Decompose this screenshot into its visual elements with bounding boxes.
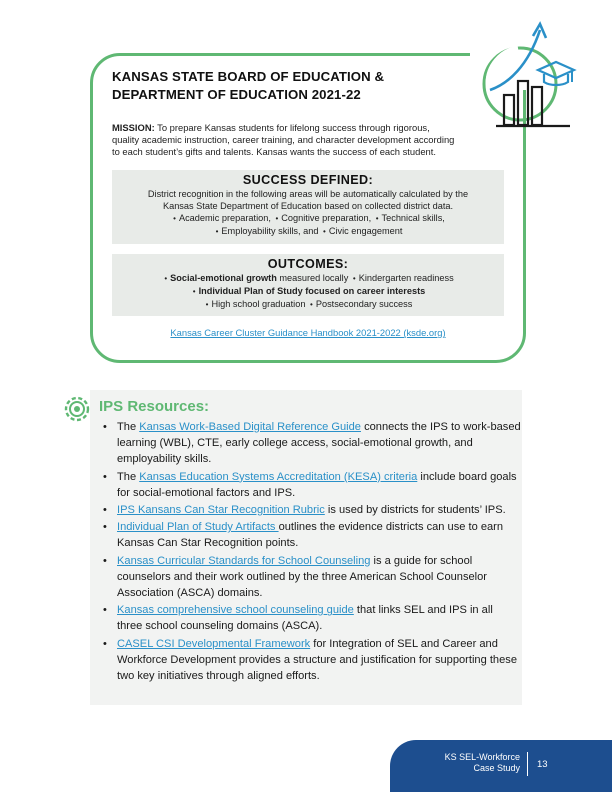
item-text: include board goals for social-emotional factors and IPS. xyxy=(117,470,517,499)
success-item: Cognitive preparation, xyxy=(281,213,372,223)
resources-list xyxy=(101,419,521,685)
success-item: Employability skills, and xyxy=(221,226,319,236)
mission-text-2: quality academic instruction, career training, and character development according xyxy=(112,134,455,146)
resource-link[interactable]: CASEL CSI Developmental Framework xyxy=(117,637,311,650)
resource-link[interactable]: Kansas Curricular Standards for School Counseling xyxy=(117,554,371,567)
item-text: is a guide for school counselors and their work outlined by the three American School Counselor Association (ASCA) domains. xyxy=(117,554,487,600)
success-line-1: District recognition in the following areas will be automatically calculated by the xyxy=(147,189,469,199)
outcomes-list: • Social-emotional growth measured locally • Kindergarten readiness • Individual Plan of Study focused on career interests • High school graduation • Postsecondary success xyxy=(164,273,454,309)
outcome-item-bold: Social-emotional growth xyxy=(170,273,277,283)
resource-link[interactable]: IPS Kansans Can Star Recognition Rubric xyxy=(117,504,325,517)
page-number: 13 xyxy=(537,759,548,770)
page-title xyxy=(112,68,472,104)
outcome-item: High school graduation xyxy=(211,299,306,309)
handbook-link[interactable]: Kansas Career Cluster Guidance Handbook 2021-2022 (ksde.org) xyxy=(170,327,446,338)
resource-link[interactable]: Individual Plan of Study Artifacts xyxy=(117,521,279,534)
list-item xyxy=(101,419,521,468)
outcome-item: Kindergarten readiness xyxy=(358,273,454,283)
list-item xyxy=(101,502,521,518)
gear-icon xyxy=(62,394,92,424)
success-item: Academic preparation, xyxy=(178,213,271,223)
title-line-2: DEPARTMENT OF EDUCATION 2021-22 xyxy=(112,87,361,102)
mission-text-3: to each student’s gifts and talents. Kansas wants the success of each student. xyxy=(112,146,436,158)
outcomes-heading: OUTCOMES: xyxy=(267,257,349,271)
outcome-item-bold: Individual Plan of Study focused on career interests xyxy=(198,286,426,296)
success-defined-band xyxy=(112,170,504,244)
item-text: for Integration of SEL and Career and Workforce Development provides a structure and justification for supporting these two key initiatives through aligned efforts. xyxy=(117,637,517,683)
success-description: District recognition in the following areas will be automatically calculated by the Kansas State Department of Education based on collected district data. • Academic preparation, • Cognitive preparation, • Technical skills, • Employability skills, and • Civic engagement xyxy=(147,189,469,236)
list-item xyxy=(101,636,521,685)
mission-text-1: To prepare Kansas students for lifelong success through rigorous, xyxy=(154,122,430,133)
outcome-item-rest: measured locally xyxy=(276,273,349,283)
list-item xyxy=(101,553,521,602)
list-item xyxy=(101,469,521,501)
success-line-2: Kansas State Department of Education based on collected district data. xyxy=(162,201,454,211)
list-item xyxy=(101,519,521,551)
outcomes-band xyxy=(112,254,504,316)
success-item: Technical skills, xyxy=(381,213,445,223)
title-line-1: KANSAS STATE BOARD OF EDUCATION & xyxy=(112,69,385,84)
footer-divider xyxy=(527,752,528,776)
footer-title xyxy=(410,752,520,774)
resource-link[interactable]: Kansas comprehensive school counseling guide xyxy=(117,604,354,617)
growth-chart-graduation-icon xyxy=(478,18,578,134)
list-item xyxy=(101,602,521,634)
success-item: Civic engagement xyxy=(328,226,403,236)
mission-statement xyxy=(112,122,508,159)
resource-link[interactable]: Kansas Education Systems Accreditation (KESA) criteria xyxy=(139,470,418,483)
item-text: outlines the evidence districts can use to earn Kansas Can Star Recognition points. xyxy=(117,521,504,550)
footer-line-2: Case Study xyxy=(473,763,520,773)
item-text: The xyxy=(117,470,140,483)
item-text: connects the IPS to work-based learning (WBL), CTE, early college access, social-emotional growth, and employability skills. xyxy=(117,421,521,466)
item-text: that links SEL and IPS in all three school counseling domains (ASCA). xyxy=(117,604,493,633)
footer-line-1: KS SEL-Workforce xyxy=(444,752,520,762)
resources-heading: IPS Resources: xyxy=(99,398,210,415)
item-text: is used by districts for students’ IPS. xyxy=(324,504,506,517)
outcome-item: Postsecondary success xyxy=(315,299,413,309)
success-heading: SUCCESS DEFINED: xyxy=(242,173,374,187)
item-text: The xyxy=(117,421,140,433)
mission-label: MISSION: xyxy=(112,122,155,133)
resource-link[interactable]: Kansas Work-Based Digital Reference Guide xyxy=(139,421,361,433)
